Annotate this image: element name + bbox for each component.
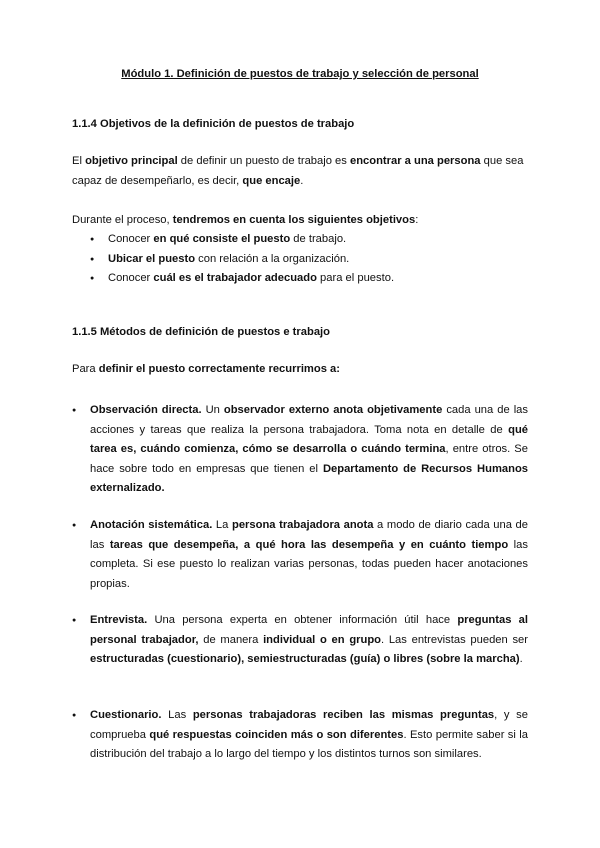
text-run: La [212,519,232,531]
bold-run: qué tarea es, cuándo comienza, cómo se desarrolla o cuándo termina [90,423,528,456]
bold-run: Observación directa. [90,404,202,416]
method-text [90,519,528,590]
bold-run: objetivo principal [85,155,178,167]
text-run: que sea capaz de desempeñarlo, es decir, [72,155,524,187]
text-run: a modo de diario cada una de las [90,519,528,551]
bold-run: tareas que desempeña, a qué hora las desempeña y en cuánto tiempo [109,538,509,551]
bold-run: Anotación sistemática. [90,519,213,531]
list-item [72,250,532,270]
text-run: , y se comprueba [90,709,528,741]
paragraph-objetivo-principal [72,152,532,191]
section-heading-objetivos: 1.1.4 Objetivos de la definición de puestos de trabajo [72,118,355,130]
text-run: . [519,653,523,666]
text-run: Conocer [108,272,154,284]
text-run: Durante el proceso, [72,214,173,226]
text-run: . [300,174,304,187]
bold-run: observador externo anota objetivamente [223,404,443,416]
bold-run: preguntas al personal trabajador, [90,614,528,646]
bold-run: tendremos en cuenta los siguientes objetivos [172,214,416,226]
text-run: : [415,214,419,226]
paragraph-intro-metodos [72,360,532,380]
text-run: de trabajo. [290,233,347,245]
bold-run: personas trabajadoras reciben las mismas preguntas [192,709,495,721]
bullet-dot: ● [72,522,77,529]
paragraph-durante-proceso [72,211,532,231]
method-entrevista [72,611,528,670]
text-run: cada una de las acciones y tareas que realiza la persona trabajadora. Toma nota en detalle de [90,404,528,436]
list-item [72,230,532,250]
document-title: Módulo 1. Definición de puestos de trabajo y selección de personal [121,68,479,80]
bold-run: en qué consiste el puesto [153,233,291,245]
bold-run: Cuestionario. [90,709,162,721]
bold-run: que encaje [242,174,301,187]
text-run: Una persona experta en obtener información útil hace [147,614,458,626]
text-run: las completa. Si ese puesto lo realizan varias personas, todas pueden hacer anotaciones propias. [90,538,528,590]
bold-run: cuál es el trabajador adecuado [153,272,317,284]
bold-run: Ubicar el puesto [108,252,196,265]
text-run: . Las entrevistas pueden ser [381,633,528,646]
method-cuestionario [72,706,528,765]
objetivos-list [72,230,532,289]
list-item [72,269,532,289]
method-text [90,709,528,760]
bold-run: encontrar a una persona [349,155,481,167]
bold-run: qué respuestas coinciden más o son diferentes [149,728,404,741]
text-run: , entre otros. Se hace sobre todo en empresas que tienen el [90,443,528,475]
method-text [90,404,528,494]
method-text [90,614,528,665]
text-run: . Esto permite saber si la distribución del trabajo a lo largo del tiempo y los distintos turnos son similares. [90,728,528,761]
text-run: Las [161,709,193,721]
method-observacion-directa [72,401,529,499]
text-run: para el puesto. [316,272,395,284]
bold-run: definir el puesto correctamente recurrimos a: [98,363,340,375]
text-run: Un [201,404,224,416]
bold-run: persona trabajadora anota [231,519,374,531]
text-run: Conocer [108,233,154,245]
bold-run: estructuradas (cuestionario), semiestructuradas (guía) o libres (sobre la marcha) [90,653,520,666]
bullet-dot: ● [72,407,77,414]
method-anotacion-sistematica [72,516,528,594]
bullet-dot: ● [72,617,77,624]
text-run: de definir un puesto de trabajo es [177,155,350,167]
bold-run: Departamento de Recursos Humanos externalizado. [90,462,529,495]
bullet-dot: ● [72,712,77,719]
text-run: de manera [198,633,264,646]
bold-run: individual o en grupo [263,633,382,646]
text-run: El [72,155,86,167]
section-heading-metodos: 1.1.5 Métodos de definición de puestos e trabajo [72,326,330,338]
bold-run: Entrevista. [90,614,148,626]
text-run: Para [72,363,99,375]
text-run: con relación a la organización. [195,252,350,265]
